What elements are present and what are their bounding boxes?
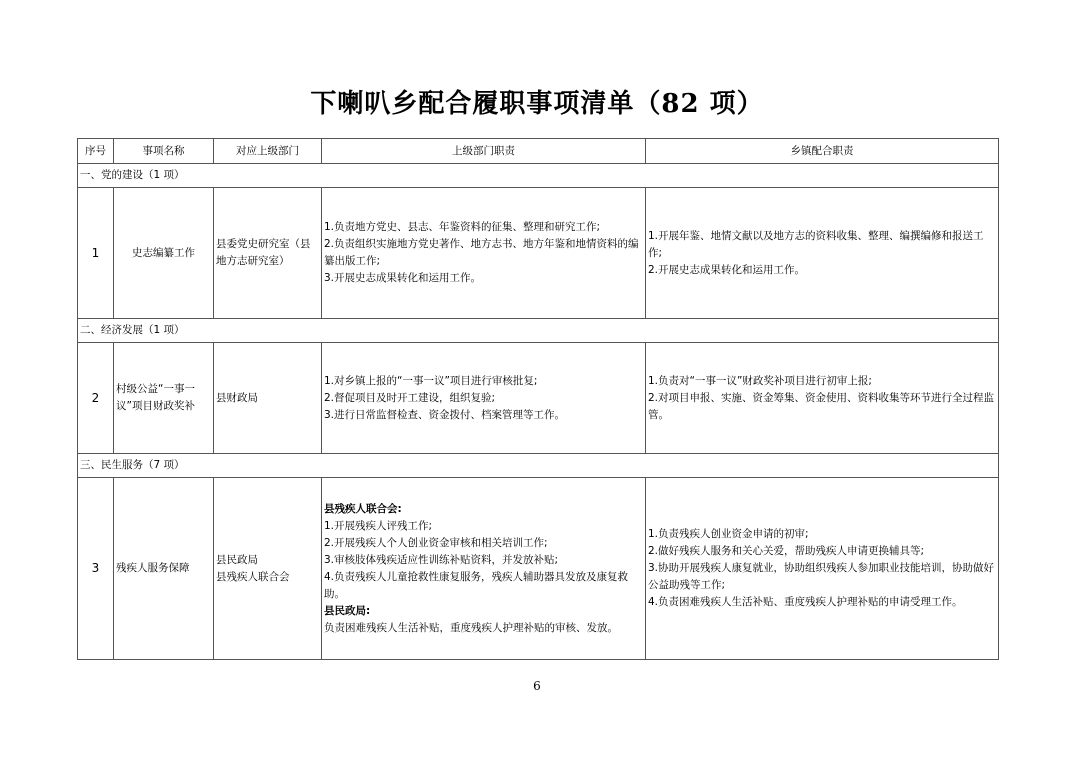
table-row xyxy=(78,188,999,319)
dept-name xyxy=(214,478,322,660)
item-name: 村级公益“一事一议”项目财政奖补 xyxy=(114,343,214,454)
dept-name: 县财政局 xyxy=(214,343,322,454)
town-duties xyxy=(646,343,999,454)
duty-line: 1.对乡镇上报的“一事一议”项目进行审核批复; xyxy=(324,374,538,387)
duty-line: 4.负责残疾人儿童抢救性康复服务，残疾人辅助器具发放及康复救助。 xyxy=(324,570,629,600)
upper-duties xyxy=(322,188,646,319)
dept-subheading: 县残疾人联合会: xyxy=(324,502,402,515)
duty-line: 3.开展史志成果转化和运用工作。 xyxy=(324,272,482,284)
upper-duties xyxy=(322,343,646,454)
header-dept: 对应上级部门 xyxy=(214,139,322,164)
header-item-name: 事项名称 xyxy=(114,139,214,164)
page-number: 6 xyxy=(533,679,541,693)
duty-line: 1.负责对“一事一议”财政奖补项目进行初审上报; xyxy=(648,374,872,387)
section-label: 三、民生服务（7 项） xyxy=(78,454,999,478)
header-upper-duties: 上级部门职责 xyxy=(322,139,646,164)
section-label: 一、党的建设（1 项） xyxy=(78,164,999,188)
section-label: 二、经济发展（1 项） xyxy=(78,319,999,343)
upper-duties xyxy=(322,478,646,660)
header-town-duties: 乡镇配合职责 xyxy=(646,139,999,164)
item-name: 史志编纂工作 xyxy=(114,188,214,319)
duty-line: 1.负责地方党史、县志、年鉴资料的征集、整理和研究工作; xyxy=(324,221,601,233)
town-duties xyxy=(646,188,999,319)
duty-line: 3.协助开展残疾人康复就业，协助组织残疾人参加职业技能培训，协助做好公益助残等工作; xyxy=(648,562,995,591)
page-title: 下喇叭乡配合履职事项清单（82 项） xyxy=(310,89,764,119)
dept-subheading: 县民政局: xyxy=(324,604,371,617)
table-header-row xyxy=(78,139,999,164)
duty-line: 4.负责困难残疾人生活补贴、重度残疾人护理补贴的申请受理工作。 xyxy=(648,596,963,608)
dept-line: 县残疾人联合会 xyxy=(216,570,290,583)
section-row xyxy=(78,454,999,478)
dept-line: 县民政局 xyxy=(216,553,258,566)
duty-line: 2.开展史志成果转化和运用工作。 xyxy=(648,263,806,276)
header-no: 序号 xyxy=(78,139,114,164)
duty-line: 负责困难残疾人生活补贴，重度残疾人护理补贴的审核、发放。 xyxy=(324,621,618,634)
section-row xyxy=(78,164,999,188)
dept-name: 县委党史研究室（县地方志研究室） xyxy=(214,188,322,319)
duty-line: 2.负责组织实施地方党史著作、地方志书、地方年鉴和地情资料的编纂出版工作; xyxy=(324,238,639,267)
duties-table xyxy=(77,138,999,660)
duty-line: 2.对项目申报、实施、资金筹集、资金使用、资料收集等环节进行全过程监管。 xyxy=(648,391,995,421)
duty-line: 3.进行日常监督检查、资金拨付、档案管理等工作。 xyxy=(324,408,566,421)
section-row xyxy=(78,319,999,343)
row-number: 3 xyxy=(78,478,114,660)
duty-line: 2.做好残疾人服务和关心关爱，帮助残疾人申请更换辅具等; xyxy=(648,545,925,557)
row-number: 1 xyxy=(78,188,114,319)
duty-line: 1.开展年鉴、地情文献以及地方志的资料收集、整理、编撰编修和报送工作; xyxy=(648,229,984,259)
item-name: 残疾人服务保障 xyxy=(114,478,214,660)
duty-line: 1.开展残疾人评残工作; xyxy=(324,519,433,532)
row-number: 2 xyxy=(78,343,114,454)
duty-line: 3.审核肢体残疾适应性训练补贴资料，并发放补贴; xyxy=(324,553,559,566)
table-row xyxy=(78,478,999,660)
duty-line: 1.负责残疾人创业资金申请的初审; xyxy=(648,528,809,540)
duty-line: 2.开展残疾人个人创业资金审核和相关培训工作; xyxy=(324,536,548,549)
town-duties xyxy=(646,478,999,660)
table-row xyxy=(78,343,999,454)
duty-line: 2.督促项目及时开工建设，组织复验; xyxy=(324,391,496,404)
